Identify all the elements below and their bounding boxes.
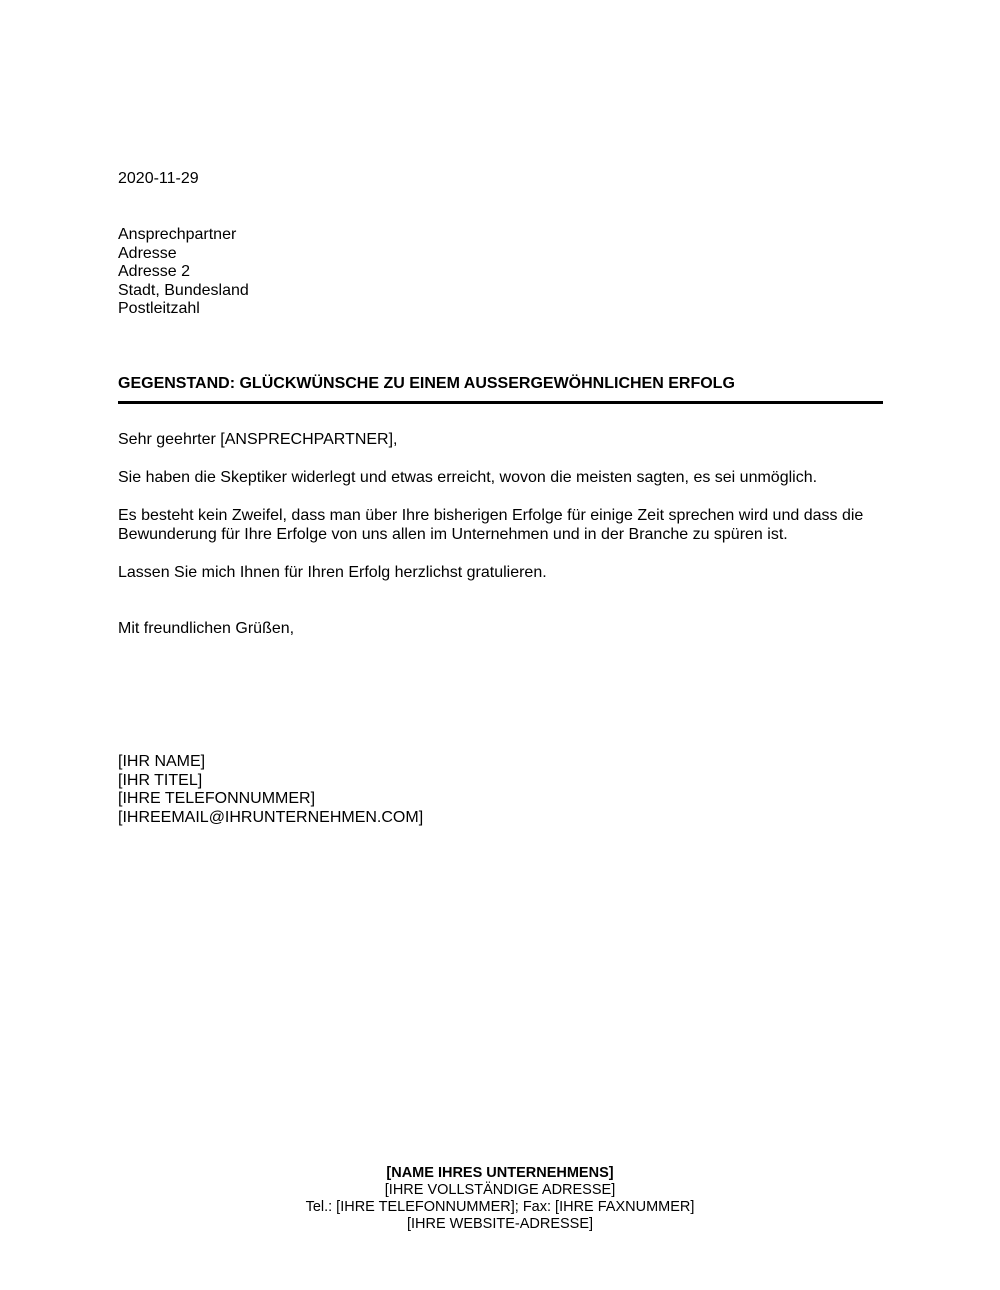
footer-company-name: [NAME IHRES UNTERNEHMENS]: [386, 1165, 614, 1181]
letterhead-footer: [0, 1165, 1000, 1233]
closing: Mit freundlichen Grüßen,: [118, 620, 295, 637]
recipient-postal-code: Postleitzahl: [118, 300, 200, 317]
recipient-address-line-1: Adresse: [118, 244, 177, 262]
footer-address: [IHRE VOLLSTÄNDIGE ADRESSE]: [384, 1182, 616, 1198]
signature-name: [IHR NAME]: [118, 753, 206, 770]
letter-date: 2020-11-29: [118, 170, 199, 187]
body-paragraph: Es besteht kein Zweifel, dass man über Ihre bisherigen Erfolge für einige Zeit sprechen wird und dass die Bewunderung für Ihre Erfolge von uns allen im Unternehmen und in der Branche zu spüren ist.: [118, 507, 864, 543]
signature-block: [118, 753, 423, 827]
footer-contact: Tel.: [IHRE TELEFONNUMMER]; Fax: [IHRE FAXNUMMER]: [305, 1199, 695, 1215]
subject-line: GEGENSTAND: GLÜCKWÜNSCHE ZU EINEM AUSSERGEWÖHNLICHEN ERFOLG: [118, 375, 735, 392]
body-paragraph: Sie haben die Skeptiker widerlegt und etwas erreicht, wovon die meisten sagten, es sei unmöglich.: [118, 469, 818, 486]
body-paragraph: Lassen Sie mich Ihnen für Ihren Erfolg herzlichst gratulieren.: [118, 564, 547, 581]
recipient-contact: Ansprechpartner: [118, 226, 237, 243]
signature-title: [IHR TITEL]: [118, 771, 203, 789]
recipient-address-block: [118, 226, 249, 319]
signature-phone: [IHRE TELEFONNUMMER]: [118, 790, 316, 807]
signature-email: [IHREEMAIL@IHRUNTERNEHMEN.COM]: [118, 808, 424, 826]
subject-divider: [118, 401, 883, 404]
salutation: Sehr geehrter [ANSPRECHPARTNER],: [118, 431, 398, 448]
recipient-city-state: Stadt, Bundesland: [118, 281, 249, 299]
recipient-address-line-2: Adresse 2: [118, 263, 191, 280]
footer-website: [IHRE WEBSITE-ADRESSE]: [406, 1216, 594, 1232]
